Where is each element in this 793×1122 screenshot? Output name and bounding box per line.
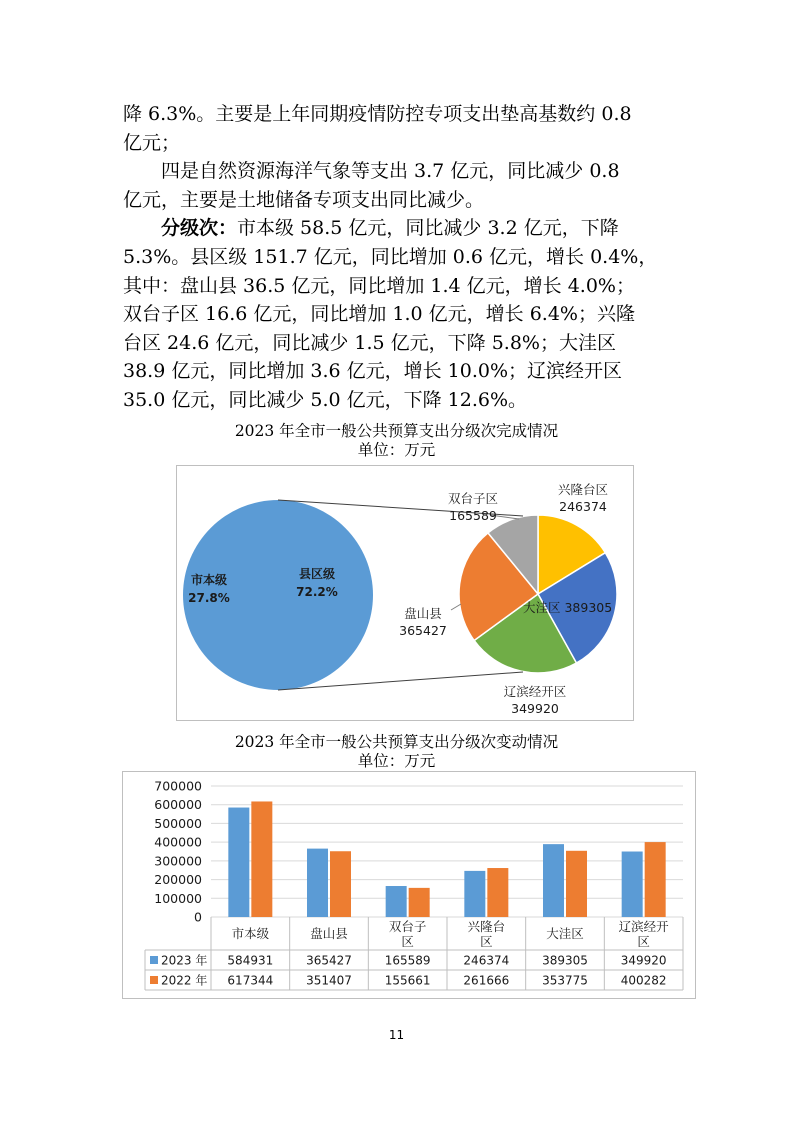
detail-pie-value: 165589 [449, 508, 497, 523]
y-tick-label: 600000 [154, 797, 202, 813]
body-text [123, 100, 683, 415]
text-line: 亿元，主要是土地储备专项支出同比减少。 [123, 188, 485, 211]
legend-label: 2022 年 [161, 973, 208, 988]
bar [487, 868, 508, 917]
table-value: 400282 [620, 973, 667, 988]
detail-pie-value: 365427 [399, 623, 447, 638]
main-pie-label: 市本级 [190, 573, 228, 587]
category-label: 市本级 [231, 926, 270, 941]
category-label: 双台子 [388, 919, 427, 934]
bar [622, 852, 643, 917]
bar [251, 801, 272, 917]
text-line: 台区 24.6 亿元，同比减少 1.5 亿元，下降 5.8%；大洼区 [123, 331, 616, 354]
bar [409, 888, 430, 917]
chart1-unit: 单位：万元 [357, 441, 436, 459]
page-number: 11 [388, 1028, 405, 1042]
bar [464, 871, 485, 917]
table-value: 365427 [306, 953, 352, 968]
bar-gridlines [211, 786, 683, 917]
table-value: 349920 [620, 953, 667, 968]
pie-chart-box [176, 465, 634, 721]
main-pie-value: 27.8% [188, 591, 230, 605]
table-value: 261666 [463, 973, 510, 988]
category-label: 大洼区 [546, 926, 584, 941]
bar [386, 886, 407, 917]
text-line: 四是自然资源海洋气象等支出 3.7 亿元，同比减少 0.8 [123, 160, 620, 183]
bar [566, 851, 587, 917]
category-label: 盘山县 [310, 926, 348, 941]
detail-pie-label: 盘山县 [404, 606, 442, 621]
section-label: 分级次： [123, 217, 238, 240]
table-value: 246374 [463, 953, 510, 968]
text-line: 降 6.3%。主要是上年同期疫情防控专项支出垫高基数约 0.8 [123, 103, 632, 125]
data-table [145, 917, 683, 990]
text-line: 其中：盘山县 36.5 亿元，同比增加 1.4 亿元，增长 4.0%； [123, 274, 635, 297]
text-line: 35.0 亿元，同比减少 5.0 亿元，下降 12.6%。 [123, 388, 528, 411]
chart2-unit: 单位：万元 [357, 752, 436, 770]
legend-label: 2023 年 [161, 953, 208, 968]
category-label: 区 [637, 934, 650, 949]
y-tick-label: 400000 [154, 834, 202, 850]
table-value: 617344 [227, 973, 274, 988]
y-axis-ticks [154, 779, 202, 925]
main-pie-label: 县区级 [298, 567, 336, 581]
table-value: 165589 [384, 953, 431, 968]
main-pie-value: 72.2% [296, 585, 338, 599]
category-label: 辽滨经开 [618, 919, 669, 934]
category-label: 兴隆台 [467, 919, 506, 934]
y-tick-label: 300000 [154, 853, 202, 869]
text-line: 38.9 亿元，同比增加 3.6 亿元，增长 10.0%；辽滨经开区 [123, 360, 623, 383]
detail-pie-value: 349920 [511, 701, 559, 716]
detail-pie-label: 辽滨经开区 [503, 684, 567, 699]
detail-pie-label: 大洼区 389305 [523, 600, 613, 615]
chart1-title: 2023 年全市一般公共预算支出分级次完成情况 [234, 422, 559, 440]
text-line: 双台子区 16.6 亿元，同比增加 1.0 亿元，增长 6.4%；兴隆 [123, 303, 635, 326]
table-value: 353775 [542, 973, 588, 988]
text-line [123, 214, 683, 243]
table-value: 155661 [384, 973, 431, 988]
chart2-title: 2023 年全市一般公共预算支出分级次变动情况 [234, 733, 559, 751]
y-tick-label: 500000 [154, 815, 202, 831]
detail-pie-label: 双台子区 [447, 491, 499, 506]
table-value: 389305 [542, 953, 588, 968]
detail-pie-value: 246374 [559, 499, 607, 514]
y-tick-label: 100000 [154, 890, 202, 906]
text-line: 亿元； [123, 131, 181, 154]
table-value: 584931 [227, 953, 274, 968]
table-value: 351407 [306, 973, 352, 988]
detail-pie-label: 兴隆台区 [557, 482, 609, 497]
bar-chart [123, 772, 695, 998]
bars [228, 801, 665, 917]
text-fragment: 市本级 58.5 亿元，同比减少 3.2 亿元，下降 [237, 217, 619, 240]
bar [228, 808, 249, 917]
category-label: 区 [401, 934, 414, 949]
bar [543, 844, 564, 917]
bar-chart-box [122, 771, 696, 999]
bar [307, 849, 328, 917]
y-tick-label: 200000 [154, 872, 202, 888]
y-tick-label: 700000 [154, 778, 202, 794]
category-label: 区 [480, 934, 493, 949]
y-tick-label: 0 [194, 909, 202, 925]
bar [330, 851, 351, 917]
text-line: 5.3%。县区级 151.7 亿元，同比增加 0.6 亿元，增长 0.4%， [123, 245, 658, 268]
legend-key [150, 956, 158, 964]
bar [645, 842, 666, 917]
pie-chart [177, 466, 633, 720]
detail-pie [459, 515, 617, 673]
legend-key [150, 976, 158, 984]
